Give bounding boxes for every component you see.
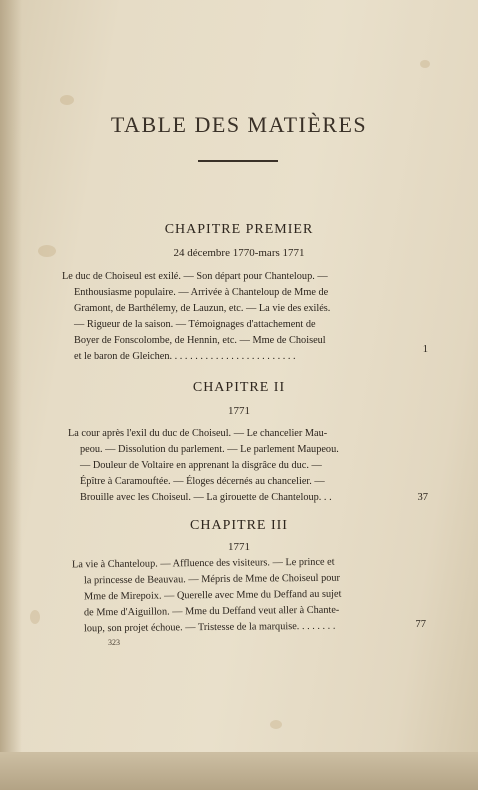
page-bottom-edge — [0, 752, 478, 790]
toc-entry-line: — Douleur de Voltaire en apprenant la disgrâce du duc. — — [80, 460, 322, 471]
chapter-heading: CHAPITRE II — [192, 380, 286, 395]
toc-entry-line: et le baron de Gleichen. . . . . . . . . . . . . . . . . . . . . . . . . — [74, 351, 296, 362]
toc-entry-line: — Rigueur de la saison. — Témoignages d'attachement de — [74, 319, 316, 330]
foxing-spot — [60, 95, 74, 105]
toc-entry-line: Le duc de Choiseul est exilé. — Son départ pour Chanteloup. — — [62, 271, 328, 282]
page-number: 77 — [415, 619, 426, 630]
title-rule — [198, 160, 278, 162]
signature-mark: 323 — [108, 638, 120, 647]
chapter-date: 1771 — [228, 405, 250, 417]
chapter-heading: CHAPITRE III — [190, 518, 288, 533]
toc-entry-line: peou. — Dissolution du parlement. — Le parlement Maupeou. — [80, 444, 339, 455]
toc-entry-line: Boyer de Fonscolombe, de Hennin, etc. — Mme de Choiseul — [74, 335, 326, 346]
toc-entry-line: de Mme d'Aiguillon. — Mme du Deffand veut aller à Chante- — [83, 604, 340, 619]
page-number: 37 — [417, 492, 428, 503]
chapter-date: 1771 — [228, 541, 250, 553]
foxing-spot — [270, 720, 282, 729]
chapter-date: 24 décembre 1770-mars 1771 — [173, 247, 305, 259]
foxing-spot — [30, 610, 40, 624]
toc-entry-line: Brouille avec les Choiseul. — La girouette de Chanteloup. . . — [80, 492, 332, 503]
toc-entry-line: Gramont, de Barthélemy, de Lauzun, etc. — La vie des exilés. — [74, 303, 331, 314]
page-number: 1 — [422, 344, 428, 355]
toc-entry-line: Mme de Mirepoix. — Querelle avec Mme du Deffand au sujet — [83, 588, 342, 603]
toc-entry-line: Épître à Caramouftée. — Éloges décernés au chancelier. — — [80, 476, 325, 487]
toc-entry-line: Enthousiasme populaire. — Arrivée à Chanteloup de Mme de — [74, 287, 329, 298]
toc-entry-line: La vie à Chanteloup. — Affluence des visiteurs. — Le prince et — [71, 556, 335, 571]
foxing-spot — [420, 60, 430, 68]
toc-entry-line: la princesse de Beauvau. — Mépris de Mme de Choiseul pour — [83, 572, 340, 587]
toc-entry-line: loup, son projet échoue. — Tristesse de la marquise. . . . . . . . — [83, 620, 336, 635]
toc-entry-line: La cour après l'exil du duc de Choiseul. — Le chancelier Mau- — [68, 428, 328, 439]
chapter-heading: CHAPITRE PREMIER — [164, 222, 314, 237]
page-title: TABLE DES MATIÈRES — [110, 112, 368, 137]
